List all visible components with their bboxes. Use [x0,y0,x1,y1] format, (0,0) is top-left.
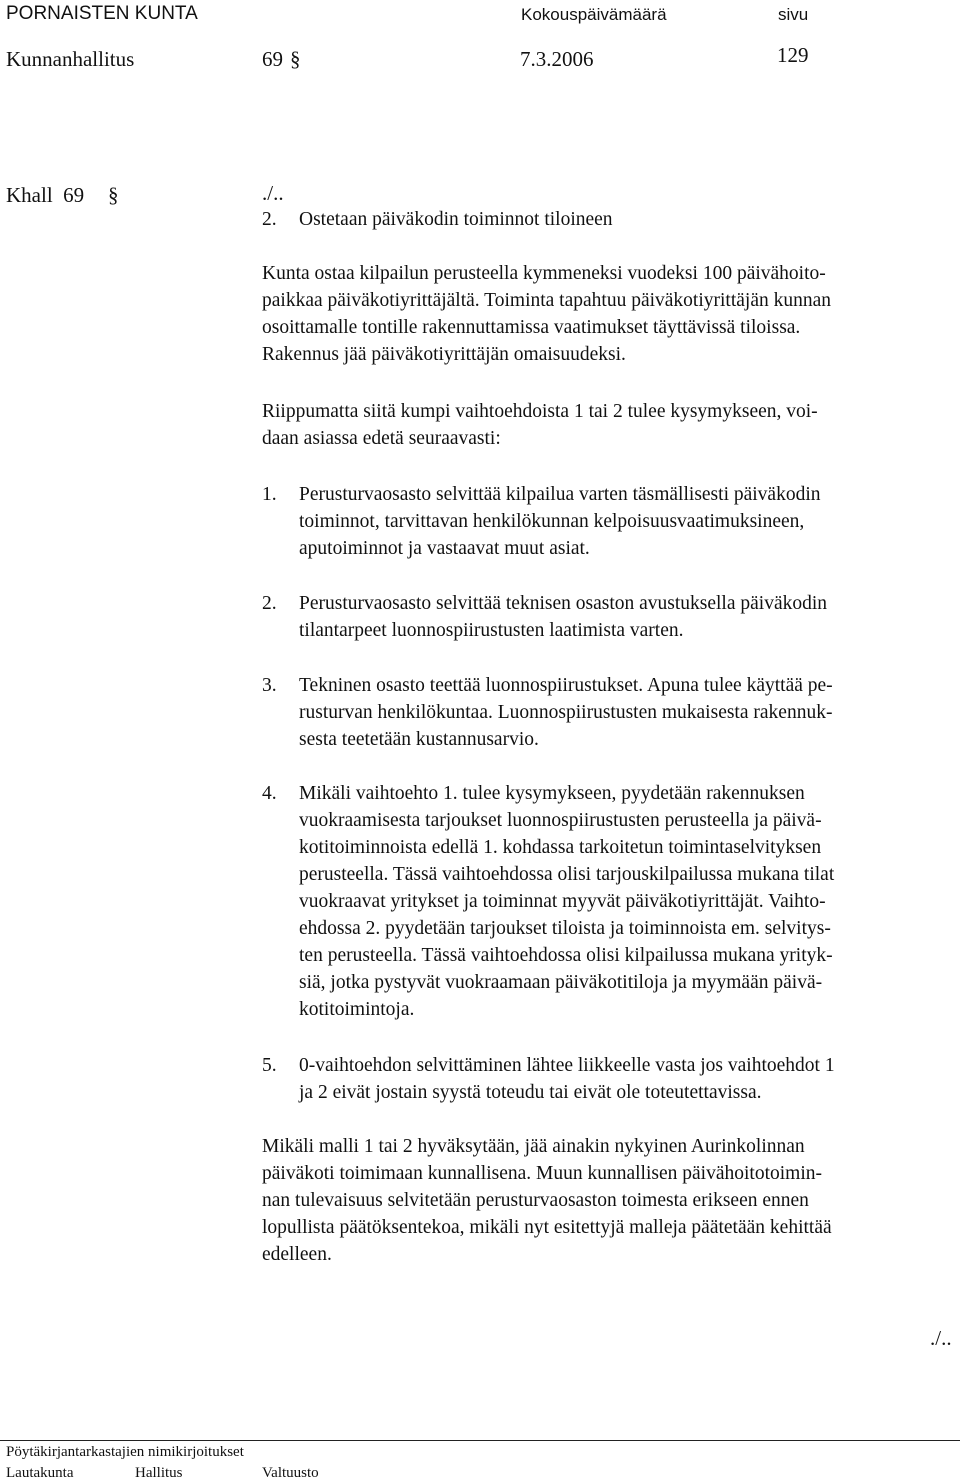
page-label: sivu [778,5,809,24]
organization-name: PORNAISTEN KUNTA [6,3,198,24]
step-line: aputoiminnot ja vastaavat muut asiat. [299,538,590,559]
step-body [299,1052,957,1106]
header-section-sign: § [290,47,301,71]
step-line: kotitoiminnoista edellä 1. kohdassa tarkoitetun toimintaselvityksen [299,837,822,858]
paragraph-line: päiväkoti toimimaan kunnallisena. Muun kunnallisen päivähoitotoimin- [262,1163,822,1184]
header-section-number: 69 [262,47,283,71]
paragraph-line: edelleen. [262,1244,332,1265]
body-name: Kunnanhallitus [6,47,135,71]
paragraph-line: Mikäli malli 1 tai 2 hyväksytään, jää ainakin nykyinen Aurinkolinnan [262,1136,805,1157]
step-number: 4. [262,783,277,804]
step-number: 5. [262,1055,277,1076]
step-line: rusturvan henkilökuntaa. Luonnospiirustusten mukaisesta rakennuk- [299,702,833,723]
meeting-date-label: Kokouspäivämäärä [521,5,667,24]
step-line: siä, jotka pystyvät vuokraamaan päiväkotitiloja ja myymään päivä- [299,972,823,993]
step-line: Perusturvaosasto selvittää teknisen osaston avustuksella päiväkodin [299,593,828,614]
step-number: 2. [262,593,277,614]
footer-divider [0,1440,960,1441]
step-body [299,481,957,562]
step-body [299,590,957,644]
section-ref-sign: § [108,183,119,207]
paragraph-line: paikkaa päiväkotiyrittäjältä. Toiminta tapahtuu päiväkotiyrittäjän kunnan [262,290,832,311]
section-continuation: ./.. [262,181,284,205]
step-line: sesta teetetään kustannusarvio. [299,729,539,750]
step-line: vuokraamisesta tarjoukset luonnospiirustusten perusteella ja päivä- [299,810,822,831]
step-line: toiminnot, tarvittavan henkilökunnan kelpoisuusvaatimuksineen, [299,511,805,532]
step-line: 0-vaihtoehdon selvittäminen lähtee liikkeelle vasta jos vaihtoehdot 1 [299,1055,835,1076]
paragraph-line: nan tulevaisuus selvitetään perusturvaosaston toimesta erikseen ennen [262,1190,809,1211]
paragraph-purchase [262,260,957,368]
meeting-date: 7.3.2006 [520,47,594,71]
step-line: tilantarpeet luonnospiirustusten laatimista varten. [299,620,684,641]
paragraph-line: osoittamalle tontille rakennuttamissa vaatimukset täyttävissä tiloissa. [262,317,801,338]
step-line: Tekninen osasto teettää luonnospiirustukset. Apuna tulee käyttää pe- [299,675,833,696]
paragraph-line: Riippumatta siitä kumpi vaihtoehdoista 1 tai 2 tulee kysymykseen, voi- [262,401,818,422]
step-line: ten perusteella. Tässä vaihtoehdossa olisi kilpailussa mukana yrityk- [299,945,833,966]
step-number: 1. [262,484,277,505]
footer-col-council: Valtuusto [262,1465,319,1481]
paragraph-line: Kunta ostaa kilpailun perusteella kymmeneksi vuodeksi 100 päivähoito- [262,263,826,284]
option-number: 2. [262,209,277,230]
step-line: vuokraavat yritykset ja toiminnat myyvät päiväkotiyrittäjät. Vaihto- [299,891,826,912]
section-ref-label: Khall 69 [6,183,85,207]
paragraph-conclusion [262,1133,957,1268]
footer-col-board: Lautakunta [6,1465,74,1481]
step-number: 3. [262,675,277,696]
paragraph-line: lopullista päätöksentekoa, mikäli nyt esitettyjä malleja päätetään kehittää [262,1217,832,1238]
option-title: Ostetaan päiväkodin toiminnot tiloineen [299,209,613,230]
page-continuation: ./.. [930,1326,952,1350]
footer-col-government: Hallitus [135,1465,183,1481]
paragraph-line: Rakennus jää päiväkotiyrittäjän omaisuudeksi. [262,344,626,365]
step-body [299,672,957,753]
step-line: Mikäli vaihtoehto 1. tulee kysymykseen, pyydetään rakennuksen [299,783,805,804]
paragraph-line: daan asiassa edetä seuraavasti: [262,428,501,449]
step-body [299,780,957,1023]
paragraph-procedure-intro [262,398,957,452]
step-line: ehdossa 2. pyydetään tarjoukset tiloista ja toiminnoista em. selvitys- [299,918,831,939]
step-line: ja 2 eivät jostain syystä toteudu tai eivät ole toteutettavissa. [299,1082,762,1103]
page-number: 129 [777,43,809,67]
step-line: kotitoimintoja. [299,999,415,1020]
step-line: perusteella. Tässä vaihtoehdossa olisi tarjouskilpailussa mukana tilat [299,864,835,885]
footer-signatures-label: Pöytäkirjantarkastajien nimikirjoitukset [6,1444,244,1460]
step-line: Perusturvaosasto selvittää kilpailua varten täsmällisesti päiväkodin [299,484,821,505]
